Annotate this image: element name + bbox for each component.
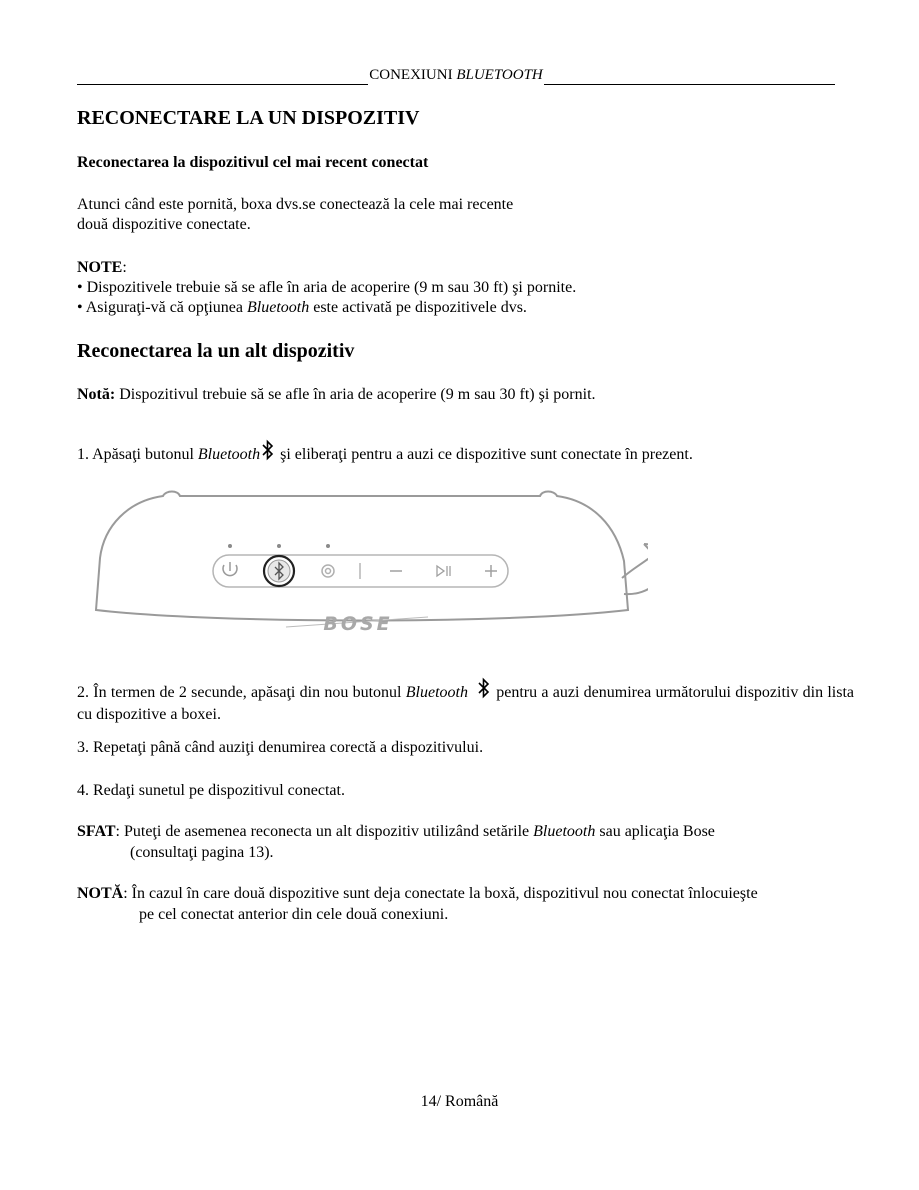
final-note-text: : În cazul în care două dispozitive sunt deja conectate la boxă, dispozitivul nou conectat înlocuieşte <box>123 885 758 902</box>
final-note-line <box>77 884 758 904</box>
tip-text: : Puteţi de asemenea reconecta un alt dispozitiv utilizând setările <box>115 823 534 840</box>
power-icon <box>223 562 237 576</box>
volume-up-icon <box>485 565 497 577</box>
subsection-title-other: Reconectarea la un alt dispozitiv <box>77 340 355 362</box>
bullet-italic: Bluetooth <box>247 299 310 316</box>
page-number: 14/ Română <box>420 1093 499 1110</box>
header-title-text: CONEXIUNI <box>369 67 457 83</box>
step-1 <box>77 439 693 467</box>
section-title: RECONECTARE LA UN DISPOZITIV <box>77 107 420 129</box>
step-italic: Bluetooth <box>197 446 261 463</box>
note-colon: : <box>122 259 127 276</box>
note-label: NOTE <box>77 259 123 276</box>
tip-label: SFAT <box>77 823 116 840</box>
tip-line <box>77 822 715 842</box>
bluetooth-icon <box>260 439 276 467</box>
step-text: pentru a auzi denumirea următorului dispozitiv din lista cu dispozitive a boxei. <box>77 684 855 723</box>
header-rule-left <box>77 69 368 85</box>
bose-logo <box>286 613 428 635</box>
final-note-continued: pe cel conectat anterior din cele două conexiuni. <box>139 906 449 923</box>
header-rule-right <box>544 69 835 85</box>
svg-text:BOSE: BOSE <box>323 613 393 635</box>
tip-line-continued: (consultaţi pagina 13). <box>130 844 274 861</box>
nota-line <box>77 385 596 405</box>
bullet-text: • Asiguraţi-vă că opţiunea <box>77 299 247 316</box>
final-note-label: NOTĂ <box>77 885 124 902</box>
play-pause-icon <box>437 566 450 576</box>
bluetooth-icon <box>476 677 492 705</box>
paragraph-line: două dispozitive conectate. <box>77 216 251 233</box>
action-icon <box>322 565 334 577</box>
subsection-title-recent: Reconectarea la dispozitivul cel mai recent conectat <box>77 154 429 171</box>
tip-italic: Bluetooth <box>533 823 596 840</box>
page-header <box>77 65 835 85</box>
bullet-item: • Dispozitivele trebuie să se afle în aria de acoperire (9 m sau 30 ft) şi pornite. <box>77 279 577 296</box>
step-4: 4. Redaţi sunetul pe dispozitivul conectat. <box>77 782 345 799</box>
step-2 <box>77 677 854 725</box>
step-text: 2. În termen de 2 secunde, apăsaţi din nou butonul <box>77 684 406 701</box>
paragraph-line: Atunci când este pornită, boxa dvs.se conectează la cele mai recente <box>77 196 514 213</box>
bluetooth-icon <box>264 556 294 586</box>
nota-label: Notă: <box>77 386 116 403</box>
speaker-body <box>96 492 628 621</box>
step-italic: Bluetooth <box>405 684 468 701</box>
speaker-illustration <box>88 486 648 646</box>
tip-text: sau aplicaţia Bose <box>595 823 715 840</box>
header-title <box>368 65 544 85</box>
nota-text: Dispozitivul trebuie să se afle în aria de acoperire (9 m sau 30 ft) şi pornit. <box>115 386 596 403</box>
bullet-text: este activată pe dispozitivele dvs. <box>309 299 527 316</box>
step-text: 1. Apăsaţi butonul <box>77 446 198 463</box>
step-3: 3. Repetaţi până când auziţi denumirea corectă a dispozitivului. <box>77 739 484 756</box>
bullet-item <box>77 298 527 318</box>
button-panel <box>213 555 508 587</box>
step-text: şi eliberaţi pentru a auzi ce dispozitive sunt conectate în prezent. <box>276 446 693 463</box>
note-heading <box>77 258 127 278</box>
header-title-italic: BLUETOOTH <box>456 67 543 83</box>
